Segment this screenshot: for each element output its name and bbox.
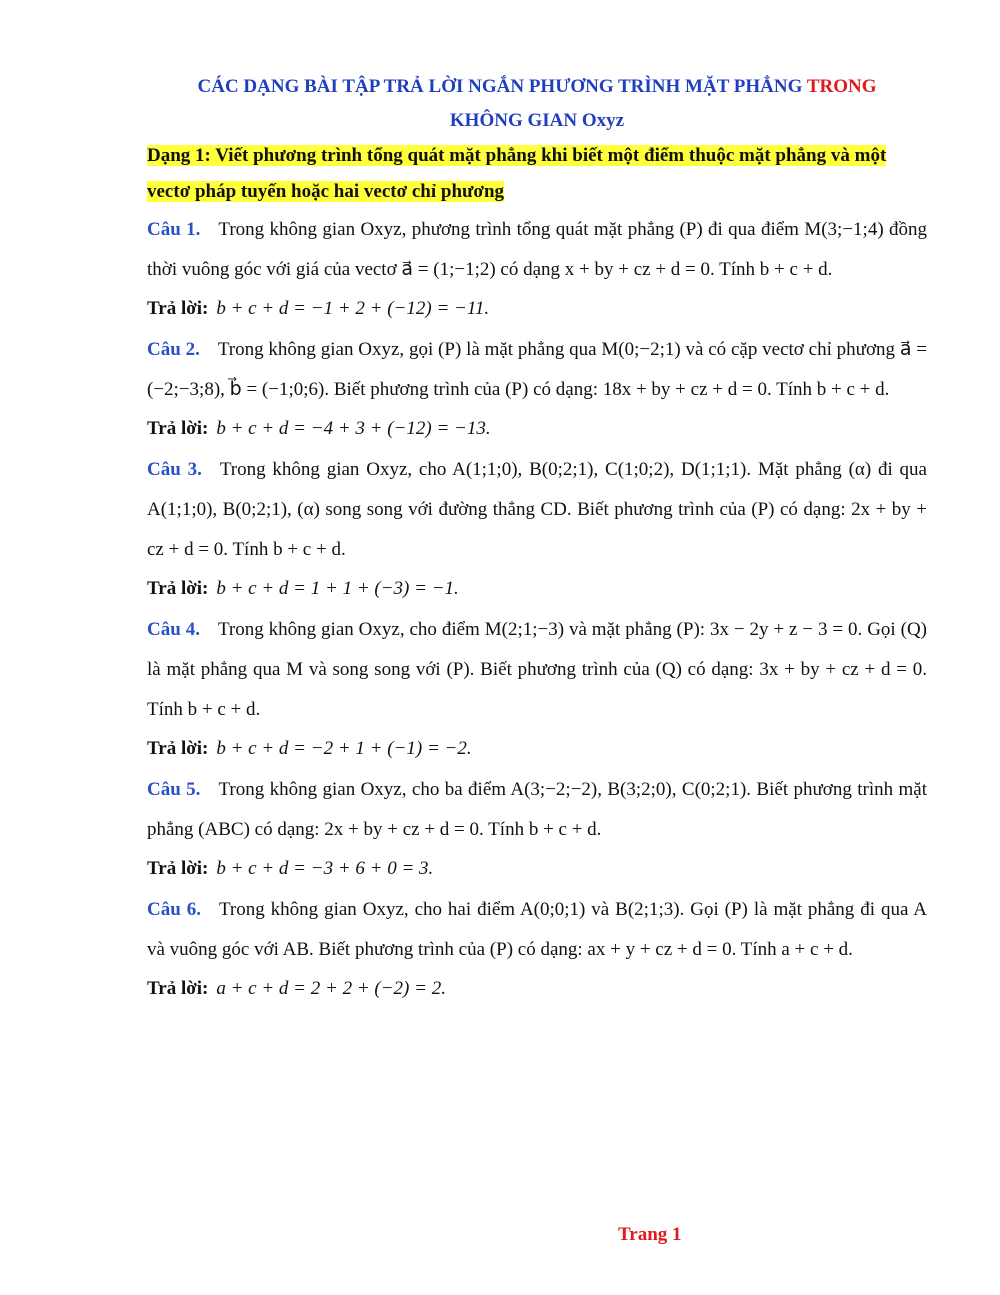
answer-line: [147, 730, 927, 768]
document-page: [147, 70, 927, 1010]
question-label: Câu 5.: [147, 779, 201, 800]
question-text-block: [147, 890, 927, 970]
answer-line: [147, 290, 927, 328]
answer-label: Trả lời:: [147, 858, 209, 879]
answer-value: b + c + d = −3 + 6 + 0 = 3.: [216, 858, 434, 879]
answer-label: Trả lời:: [147, 978, 209, 999]
question-item: [147, 210, 927, 328]
question-label: Câu 6.: [147, 899, 201, 920]
answer-label: Trả lời:: [147, 578, 209, 599]
title-red-word: TRONG: [806, 76, 877, 97]
question-text: Trong không gian Oxyz, cho hai điểm A(0;0;1) và B(2;1;3). Gọi (P) là mặt phẳng đi qua A và vuông góc với AB. Biết phương trình của (P) có dạng: ax + y + cz + d = 0. Tính a + c + d.: [147, 899, 927, 960]
question-text-block: [147, 610, 927, 730]
question-item: [147, 450, 927, 608]
question-text: Trong không gian Oxyz, cho ba điểm A(3;−2;−2), B(3;2;0), C(0;2;1). Biết phương trình mặt phẳng (ABC) có dạng: 2x + by + cz + d = 0. Tính b + c + d.: [147, 779, 927, 840]
question-text-block: [147, 330, 927, 410]
answer-value: b + c + d = −1 + 2 + (−12) = −11.: [216, 298, 490, 319]
answer-label: Trả lời:: [147, 738, 209, 759]
question-item: [147, 770, 927, 888]
question-label: Câu 2.: [147, 339, 200, 360]
question-text: Trong không gian Oxyz, cho A(1;1;0), B(0;2;1), C(1;0;2), D(1;1;1). Mặt phẳng (α) đi qua A(1;1;0), B(0;2;1), (α) song song với đường thẳng CD. Biết phương trình của (P) có dạng: 2x + by + cz + d = 0. Tính b + c + d.: [147, 459, 927, 560]
answer-value: b + c + d = −4 + 3 + (−12) = −13.: [216, 418, 491, 439]
answer-value: b + c + d = 1 + 1 + (−3) = −1.: [216, 578, 459, 599]
question-item: [147, 890, 927, 1008]
answer-label: Trả lời:: [147, 418, 209, 439]
answer-value: a + c + d = 2 + 2 + (−2) = 2.: [216, 978, 446, 999]
section-heading: [147, 138, 927, 210]
question-list: [147, 210, 927, 1008]
question-text: Trong không gian Oxyz, gọi (P) là mặt phẳng qua M(0;−2;1) và có cặp vectơ chỉ phương a⃗ = (−2;−3;8), b⃗ = (−1;0;6). Biết phương trình của (P) có dạng: 18x + by + cz + d = 0. Tính b + c + d.: [147, 339, 927, 400]
question-text-block: [147, 770, 927, 850]
document-title: [147, 70, 927, 138]
section-heading-line1: Dạng 1: Viết phương trình tổng quát mặt phẳng khi biết một điểm thuộc mặt phẳng và một: [147, 145, 887, 166]
question-item: [147, 330, 927, 448]
answer-line: [147, 850, 927, 888]
answer-line: [147, 970, 927, 1008]
answer-value: b + c + d = −2 + 1 + (−1) = −2.: [216, 738, 472, 759]
question-label: Câu 1.: [147, 219, 201, 240]
question-text: Trong không gian Oxyz, cho điểm M(2;1;−3) và mặt phẳng (P): 3x − 2y + z − 3 = 0. Gọi (Q) là mặt phẳng qua M và song song với (P). Biết phương trình của (Q) có dạng: 3x + by + cz + d = 0. Tính b + c + d.: [147, 619, 927, 720]
question-text-block: [147, 210, 927, 290]
answer-line: [147, 410, 927, 448]
title-main: CÁC DẠNG BÀI TẬP TRẢ LỜI NGẮN PHƯƠNG TRÌNH MẶT PHẲNG: [197, 76, 803, 97]
answer-label: Trả lời:: [147, 298, 209, 319]
question-label: Câu 3.: [147, 459, 202, 480]
page-number: Trang 1: [618, 1224, 682, 1245]
question-label: Câu 4.: [147, 619, 200, 640]
question-text-block: [147, 450, 927, 570]
question-text: Trong không gian Oxyz, phương trình tổng quát mặt phẳng (P) đi qua điểm M(3;−1;4) đồng thời vuông góc với giá của vectơ a⃗ = (1;−1;2) có dạng x + by + cz + d = 0. Tính b + c + d.: [147, 219, 927, 280]
question-item: [147, 610, 927, 768]
section-heading-line2: vectơ pháp tuyến hoặc hai vectơ chỉ phương: [147, 181, 505, 202]
title-line2: KHÔNG GIAN Oxyz: [449, 110, 625, 131]
answer-line: [147, 570, 927, 608]
